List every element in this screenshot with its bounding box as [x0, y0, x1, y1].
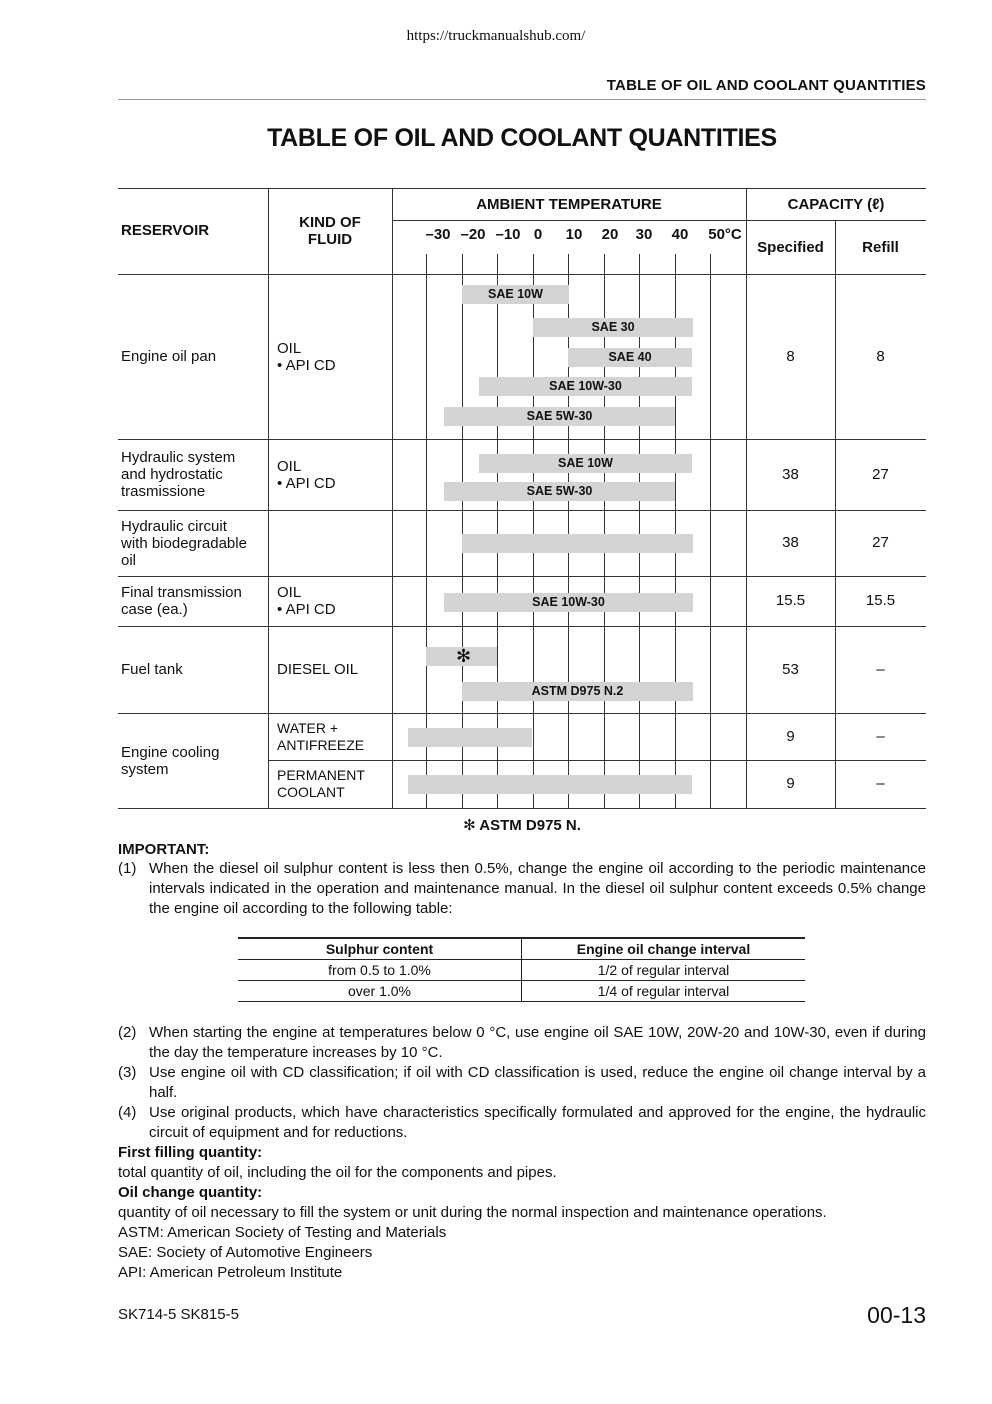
temperature-tick-label: 30 [635, 226, 653, 243]
temperature-range-bar [408, 775, 692, 794]
refill-capacity: – [876, 661, 885, 678]
reservoir-text: and hydrostatic [121, 466, 223, 483]
note-text: Use engine oil with CD classification; if oil with CD classification is used, reduce the engine oil change interval by a half. [149, 1064, 926, 1101]
reservoir-cell [121, 449, 263, 500]
oil-coolant-table [118, 188, 926, 809]
refill-capacity: 15.5 [865, 592, 896, 609]
temperature-tick-label: 40 [671, 226, 689, 243]
reservoir-text: system [121, 761, 169, 778]
temperature-tick-label: 50°C [708, 226, 742, 243]
row-rule [118, 626, 926, 627]
temperature-range-bar [408, 728, 532, 747]
fluid-text: • API CD [277, 357, 336, 374]
specified-header: Specified [757, 239, 824, 256]
fluid-cell [277, 340, 389, 374]
specified-capacity: 8 [786, 348, 795, 365]
temperature-range-bar: SAE 30 [533, 318, 693, 337]
table-row [238, 981, 805, 1002]
interval-cell: 1/4 of regular interval [522, 981, 806, 1002]
fluid-text: ANTIFREEZE [277, 737, 365, 753]
temperature-range-bar: SAE 10W-30 [444, 593, 693, 612]
temperature-gridline [462, 254, 463, 808]
note-2 [118, 1023, 926, 1063]
reservoir-text: Hydraulic system [121, 449, 236, 466]
temperature-range-bar: SAE 10W [479, 454, 692, 473]
header-divider [118, 99, 926, 100]
refill-capacity: 27 [872, 534, 889, 551]
note-4 [118, 1103, 926, 1143]
reservoir-cell [121, 348, 263, 365]
temperature-range-bar: ✻ [426, 647, 497, 666]
reservoir-text: oil [121, 552, 137, 569]
sulphur-content-header: Sulphur content [238, 938, 522, 960]
temperature-tick-label: 0 [533, 226, 543, 243]
col-rule [392, 188, 393, 809]
capacity-header: CAPACITY (ℓ) [787, 196, 885, 213]
table-row [238, 960, 805, 981]
specified-capacity: 38 [782, 466, 799, 483]
reservoir-cell [121, 744, 263, 778]
col-rule [835, 220, 836, 809]
temperature-range-bar: SAE 10W [462, 285, 569, 304]
fluid-text: • API CD [277, 475, 336, 492]
note-3 [118, 1063, 926, 1103]
reservoir-text: trasmissione [121, 483, 206, 500]
temperature-range-bar: SAE 5W-30 [444, 407, 675, 426]
temperature-gridline [639, 254, 640, 808]
reservoir-cell [121, 518, 263, 569]
fluid-text: • API CD [277, 601, 336, 618]
interval-cell: 1/2 of regular interval [522, 960, 806, 981]
specified-capacity: 38 [782, 534, 799, 551]
temperature-tick-label: 10 [565, 226, 583, 243]
page-title: TABLE OF OIL AND COOLANT QUANTITIES [267, 124, 777, 152]
temperature-tick-label: –30 [425, 226, 451, 243]
temperature-range-bar: ASTM D975 N.2 [462, 682, 693, 701]
note-number: (4) [118, 1104, 137, 1121]
oil-change-heading: Oil change quantity: [118, 1184, 263, 1201]
temperature-gridline [426, 254, 427, 808]
fluid-cell [277, 720, 389, 754]
sae-definition: SAE: Society of Automotive Engineers [118, 1244, 373, 1261]
note-1 [118, 859, 926, 919]
sulphur-cell: from 0.5 to 1.0% [238, 960, 522, 981]
fluid-text: COOLANT [277, 784, 345, 800]
refill-capacity: – [876, 728, 885, 745]
source-url[interactable]: https://truckmanualshub.com/ [406, 28, 586, 44]
reservoir-text: case (ea.) [121, 601, 188, 618]
temperature-gridline [568, 254, 569, 808]
row-rule [118, 713, 926, 714]
temperature-gridline [710, 254, 711, 808]
reservoir-text: Fuel tank [121, 661, 183, 678]
temperature-tick-label: –20 [460, 226, 486, 243]
table-bottom-rule [118, 808, 926, 809]
temperature-gridline [497, 254, 498, 808]
refill-header: Refill [862, 239, 899, 256]
reservoir-text: Engine cooling [121, 744, 220, 761]
fluid-cell [277, 767, 389, 801]
note-text: When starting the engine at temperatures below 0 °C, use engine oil SAE 10W, 20W-20 and 10W-30, even if during the day the temperature increases by 10 °C. [149, 1024, 926, 1061]
ambient-temperature-header: AMBIENT TEMPERATURE [476, 196, 662, 213]
running-head: TABLE OF OIL AND COOLANT QUANTITIES [606, 77, 926, 94]
fluid-cell [277, 661, 389, 678]
col-rule [268, 188, 269, 809]
temperature-tick-label: –10 [495, 226, 521, 243]
kind-of-fluid-header-line2: FLUID [307, 231, 353, 248]
header-bottom-rule [118, 274, 926, 275]
refill-capacity: 27 [872, 466, 889, 483]
note-text: Use original products, which have characteristics specifically formulated and approved for the engine, the hydraulic circuit of equipment and for reductions. [149, 1104, 926, 1141]
fluid-text: DIESEL OIL [277, 661, 359, 678]
row-rule [118, 510, 926, 511]
first-filling-text: total quantity of oil, including the oil for the components and pipes. [118, 1164, 557, 1181]
note-number: (1) [118, 860, 137, 877]
note-number: (3) [118, 1064, 137, 1081]
kind-of-fluid-header-line1: KIND OF [299, 214, 361, 231]
fluid-cell [277, 584, 389, 618]
specified-capacity: 53 [782, 661, 799, 678]
fluid-text: OIL [277, 584, 302, 601]
page-number: 00-13 [867, 1302, 926, 1328]
reservoir-text: with biodegradable [121, 535, 247, 552]
refill-capacity: – [876, 775, 885, 792]
oil-change-text: quantity of oil necessary to fill the system or unit during the normal inspection and maintenance operations. [118, 1204, 827, 1221]
important-heading: IMPORTANT: [118, 841, 210, 858]
temperature-gridline [604, 254, 605, 808]
fluid-cell [277, 458, 389, 492]
reservoir-text: Hydraulic circuit [121, 518, 227, 535]
note-number: (2) [118, 1024, 137, 1041]
footer-models: SK714-5 SK815-5 [118, 1306, 239, 1323]
temperature-range-bar: SAE 5W-30 [444, 482, 675, 501]
fluid-text: OIL [277, 340, 302, 357]
fluid-text: WATER + [277, 720, 339, 736]
note-text: When the diesel oil sulphur content is less then 0.5%, change the engine oil according to the periodic maintenance intervals indicated in the operation and maintenance manual. In the diesel oil sulphur content exceeds 0.5% change the engine oil according to the following table: [149, 860, 926, 917]
reservoir-text: Engine oil pan [121, 348, 217, 365]
temperature-range-bar: SAE 40 [568, 348, 692, 367]
row-rule [268, 760, 926, 761]
refill-capacity: 8 [876, 348, 885, 365]
reservoir-cell [121, 584, 263, 618]
fluid-text: PERMANENT [277, 767, 365, 783]
astm-footnote: ✻ ASTM D975 N. [463, 817, 581, 834]
fluid-text: OIL [277, 458, 302, 475]
sulphur-table [238, 937, 805, 1002]
specified-capacity: 9 [786, 775, 795, 792]
table-top-rule [118, 188, 926, 189]
temperature-gridline [675, 254, 676, 808]
specified-capacity: 15.5 [775, 592, 806, 609]
sulphur-cell: over 1.0% [238, 981, 522, 1002]
temperature-range-bar [462, 534, 693, 553]
temperature-tick-label: 20 [601, 226, 619, 243]
row-rule [118, 576, 926, 577]
temperature-range-bar: SAE 10W-30 [479, 377, 692, 396]
reservoir-cell [121, 661, 263, 678]
reservoir-text: Final transmission [121, 584, 242, 601]
change-interval-header: Engine oil change interval [522, 938, 806, 960]
temperature-gridline [533, 254, 534, 808]
definitions [118, 1143, 926, 1283]
header-mid-rule [392, 220, 926, 221]
reservoir-header: RESERVOIR [121, 222, 210, 239]
specified-capacity: 9 [786, 728, 795, 745]
col-rule [746, 188, 747, 809]
api-definition: API: American Petroleum Institute [118, 1264, 343, 1281]
row-rule [118, 439, 926, 440]
astm-definition: ASTM: American Society of Testing and Materials [118, 1224, 447, 1241]
first-filling-heading: First filling quantity: [118, 1144, 263, 1161]
